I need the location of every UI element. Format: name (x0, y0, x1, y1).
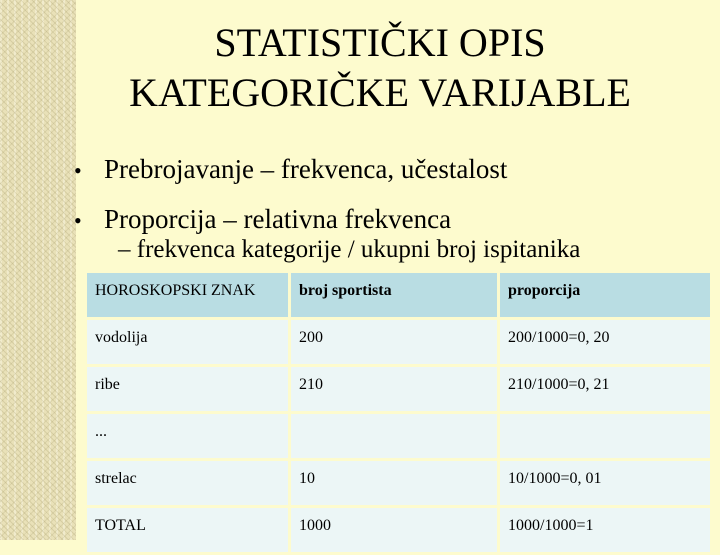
table-cell: 210/1000=0, 21 (499, 366, 712, 413)
table-cell: 10 (290, 460, 499, 507)
bullet-marker: • (74, 158, 82, 183)
table-row (86, 460, 712, 507)
table-row (86, 366, 712, 413)
table-header-row (86, 272, 712, 319)
header-cell: HOROSKOPSKI ZNAK (86, 272, 290, 319)
table-cell: 10/1000=0, 01 (499, 460, 712, 507)
bullet-text: Prebrojavanje – frekvenca, učestalost (104, 154, 508, 184)
bullet-text: Proporcija – relativna frekvenca (104, 204, 452, 234)
table-cell: strelac (86, 460, 290, 507)
table-cell: 1000 (290, 507, 499, 554)
table-cell: 1000/1000=1 (499, 507, 712, 554)
bullet-list (74, 145, 704, 245)
frequency-table (84, 270, 713, 555)
title-line-2: KATEGORIČKE VARIJABLE (129, 70, 631, 115)
table-cell (290, 413, 499, 460)
title-line-1: STATISTIČKI OPIS (214, 20, 546, 65)
sub-bullet-text: – frekvenca kategorije / ukupni broj ispitanika (118, 236, 581, 263)
header-cell: broj sportista (290, 272, 499, 319)
header-cell: proporcija (499, 272, 712, 319)
table-cell: 210 (290, 366, 499, 413)
table-cell: 200 (290, 319, 499, 366)
table-cell (499, 413, 712, 460)
table-row (86, 507, 712, 554)
table-row (86, 319, 712, 366)
table-cell: ribe (86, 366, 290, 413)
table-cell: 200/1000=0, 20 (499, 319, 712, 366)
table-cell: ... (86, 413, 290, 460)
bullet-item (74, 145, 704, 195)
decorative-side-texture (0, 0, 76, 540)
table-cell: TOTAL (86, 507, 290, 554)
slide-title (80, 18, 680, 118)
bullet-marker: • (74, 208, 82, 233)
table-cell: vodolija (86, 319, 290, 366)
table-row (86, 413, 712, 460)
